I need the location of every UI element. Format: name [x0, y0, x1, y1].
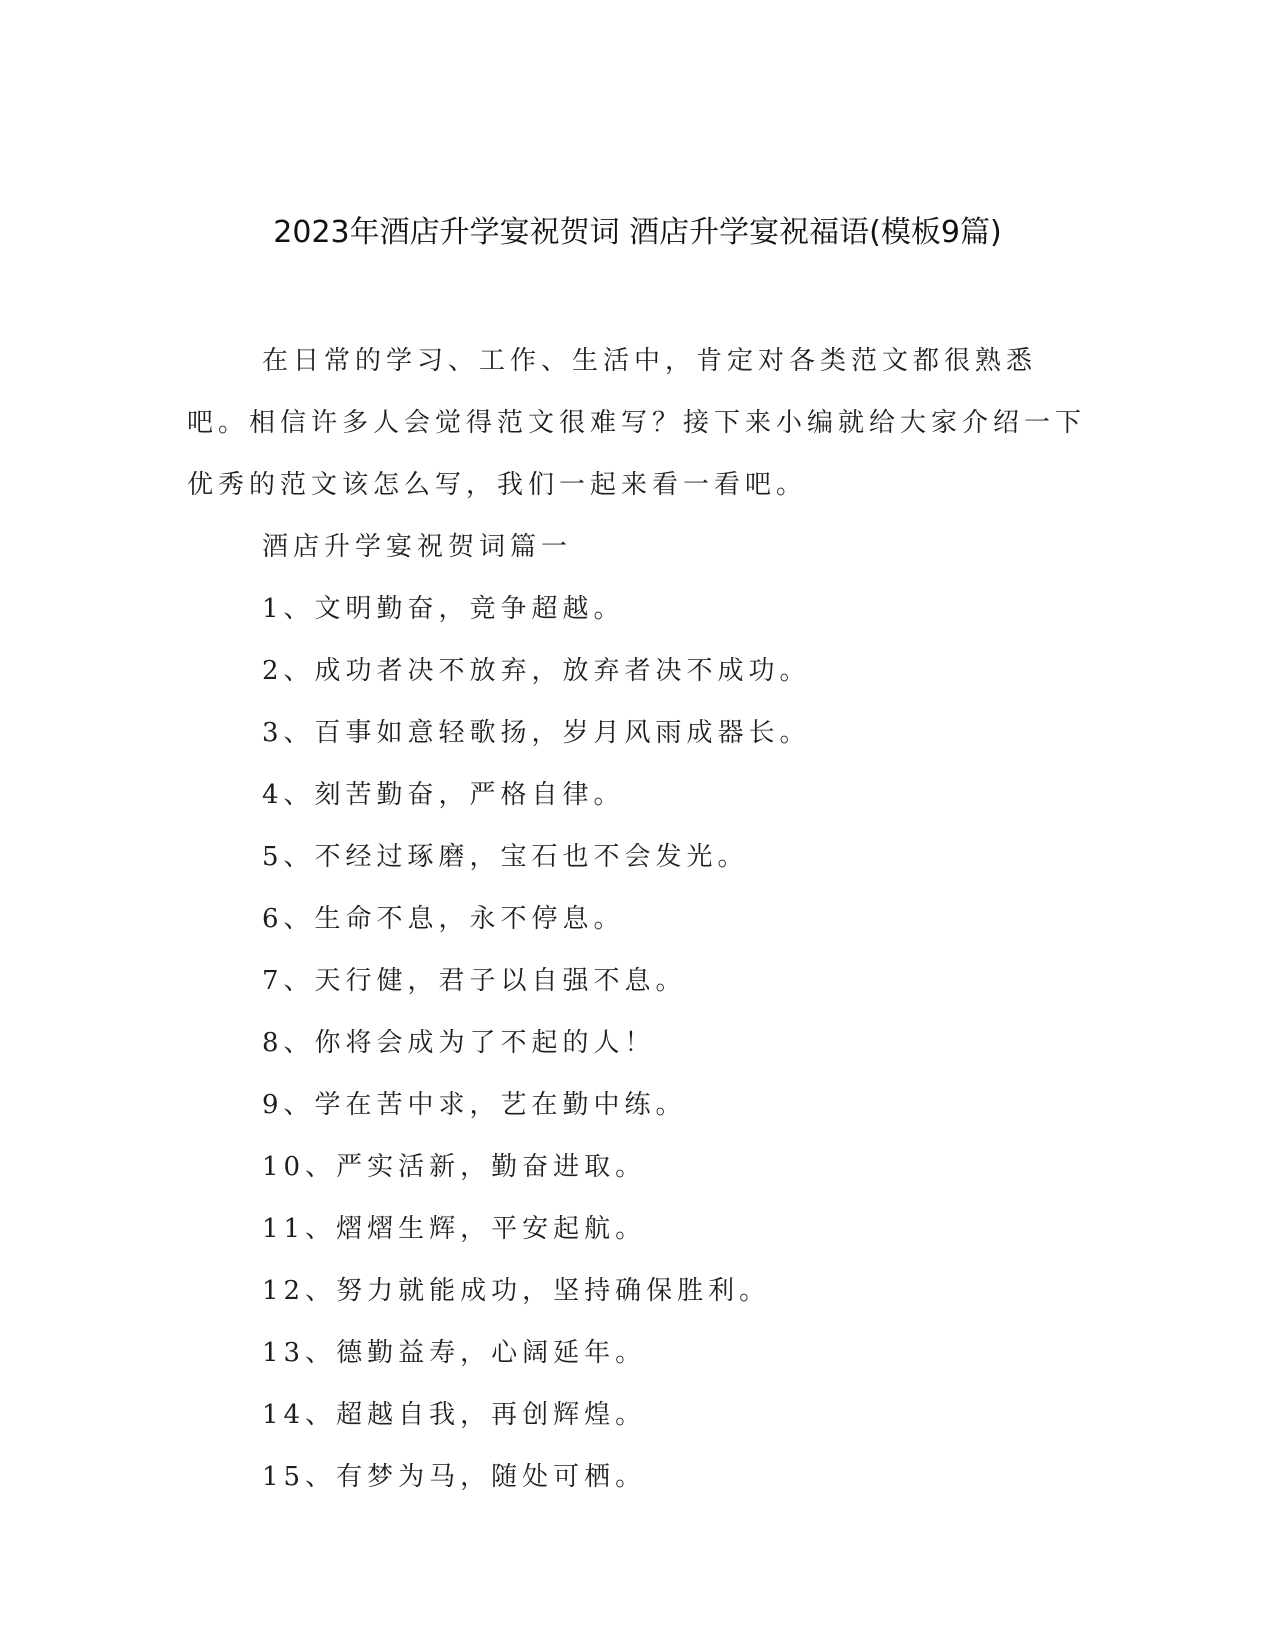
list-item: 5、不经过琢磨，宝石也不会发光。: [262, 842, 749, 872]
list-item: 12、努力就能成功，坚持确保胜利。: [262, 1276, 771, 1306]
list-item: 6、生命不息，永不停息。: [262, 904, 625, 934]
intro-paragraph: 在日常的学习、工作、生活中，肯定对各类范文都很熟悉吧。相信许多人会觉得范文很难写？接下来小编就给大家介绍一下优秀的范文该怎么写，我们一起来看一看吧。: [187, 346, 1087, 500]
list-item: 9、学在苦中求，艺在勤中练。: [262, 1090, 687, 1120]
list-item: 15、有梦为马，随处可栖。: [262, 1462, 647, 1492]
list-item: 7、天行健，君子以自强不息。: [262, 966, 687, 996]
document-title: 2023年酒店升学宴祝贺词 酒店升学宴祝福语(模板9篇): [273, 215, 1002, 250]
list-item: 4、刻苦勤奋，严格自律。: [262, 780, 625, 810]
section-heading: 酒店升学宴祝贺词篇一: [262, 532, 573, 562]
greeting-list: [187, 578, 1087, 1508]
list-item: 14、超越自我，再创辉煌。: [262, 1400, 647, 1430]
list-item: 11、熠熠生辉，平安起航。: [262, 1214, 647, 1244]
list-item: 1、文明勤奋，竞争超越。: [262, 594, 625, 624]
document-body: [187, 330, 1087, 1508]
list-item: 3、百事如意轻歌扬，岁月风雨成器长。: [262, 718, 811, 748]
list-item: 8、你将会成为了不起的人！: [262, 1028, 656, 1058]
list-item: 10、严实活新，勤奋进取。: [262, 1152, 647, 1182]
list-item: 13、德勤益寿，心阔延年。: [262, 1338, 647, 1368]
list-item: 2、成功者决不放弃，放弃者决不成功。: [262, 656, 811, 686]
